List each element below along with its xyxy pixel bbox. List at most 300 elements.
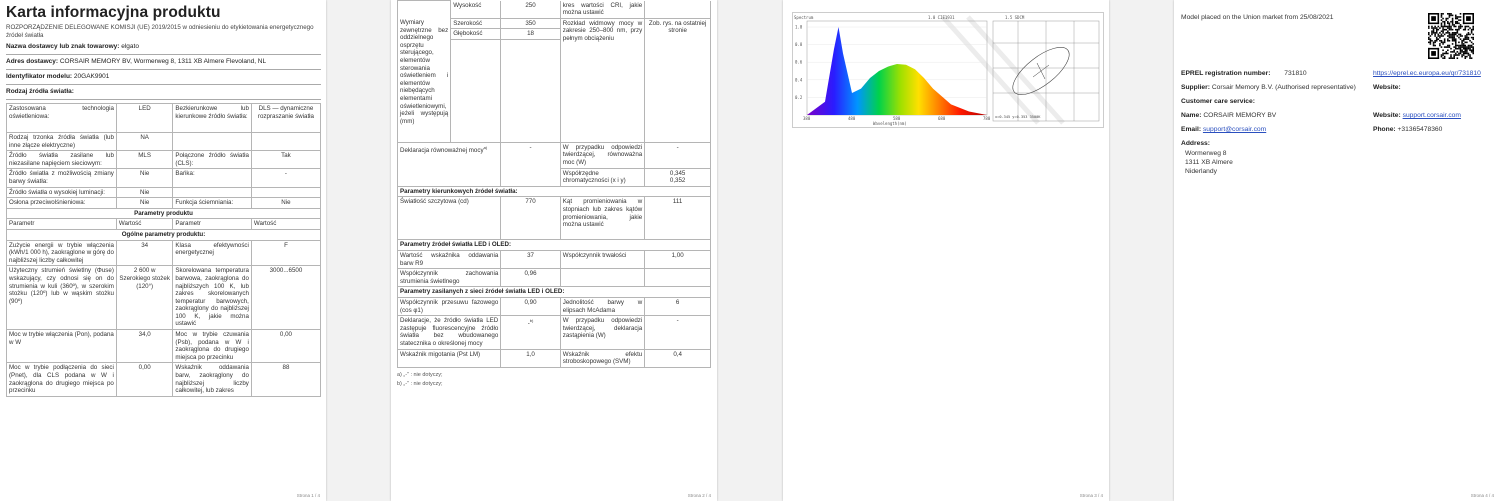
qr-module [1457, 29, 1459, 31]
qr-module [1457, 32, 1459, 34]
qr-module [1455, 18, 1457, 20]
qr-module [1441, 54, 1443, 56]
qr-module [1441, 56, 1443, 58]
qr-module [1457, 21, 1459, 23]
qr-module [1472, 27, 1474, 29]
qr-module [1450, 48, 1452, 50]
qr-module [1463, 13, 1465, 24]
qr-module [1453, 51, 1455, 53]
table-row: Wartość wskaźnika oddawania barw R9 37 Współczynnik trwałości 1,00 [398, 251, 711, 269]
qr-module [1463, 54, 1465, 56]
qr-module [1433, 27, 1435, 29]
qr-module [1442, 54, 1444, 56]
x-tick-label: 780 [983, 116, 991, 121]
qr-module [1441, 46, 1443, 48]
page-number: Strona 1 / 4 [296, 493, 320, 498]
qr-module [1472, 37, 1474, 39]
spectrum-figure [792, 12, 1104, 128]
qr-module [1469, 34, 1471, 36]
email-line: Email: support@corsair.com [1181, 126, 1267, 133]
footnotes: a) „-” : nie dotyczy; b) „-” : nie dotyczy; [397, 371, 443, 387]
qr-module [1464, 35, 1466, 37]
qr-module [1464, 37, 1466, 39]
qr-module [1439, 40, 1441, 42]
qr-module [1434, 32, 1436, 34]
qr-module [1464, 57, 1466, 59]
y-tick-label: 0.8 [795, 42, 803, 48]
qr-module [1450, 13, 1452, 15]
qr-module [1445, 32, 1447, 34]
qr-module [1452, 37, 1454, 39]
qr-module [1430, 42, 1432, 44]
qr-module [1431, 30, 1433, 32]
qr-module [1436, 38, 1438, 40]
qr-module [1438, 34, 1440, 36]
qr-module [1434, 42, 1436, 44]
qr-module [1450, 57, 1452, 59]
qr-module [1428, 38, 1430, 40]
qr-module [1457, 18, 1459, 20]
qr-module [1431, 32, 1433, 34]
qr-module [1458, 34, 1460, 36]
qr-module [1460, 34, 1462, 36]
type-line: Rodzaj źródła światła: [6, 85, 321, 100]
qr-module [1455, 40, 1457, 42]
qr-module [1449, 34, 1451, 36]
x-tick-label: 380 [803, 116, 811, 121]
qr-module [1447, 40, 1449, 42]
qr-module [1466, 16, 1471, 21]
qr-module [1438, 35, 1440, 37]
qr-module [1461, 45, 1463, 47]
qr-module [1449, 40, 1451, 42]
qr-module [1442, 35, 1444, 37]
care-website-link[interactable]: support.corsair.com [1402, 112, 1461, 119]
qr-module [1458, 29, 1460, 31]
qr-module [1447, 32, 1449, 34]
qr-module [1441, 24, 1443, 26]
qr-module [1453, 35, 1455, 37]
equiv-power-label: Deklaracja równoważnej mocy$^{a)}$ [398, 142, 501, 186]
qr-module [1445, 51, 1447, 53]
qr-module [1441, 35, 1443, 37]
eprel-link[interactable]: https://eprel.ec.europa.eu/qr/731810 [1373, 70, 1481, 77]
qr-module [1452, 57, 1454, 59]
qr-module [1428, 57, 1439, 59]
care-website-line: Website: support.corsair.com [1373, 112, 1461, 119]
qr-module [1469, 40, 1471, 42]
qr-module [1458, 23, 1460, 25]
qr-module [1441, 26, 1443, 28]
qr-module [1453, 26, 1455, 28]
chart-title: Spectrum [794, 15, 814, 20]
x-tick-label: 480 [848, 116, 856, 121]
qr-module [1433, 30, 1435, 32]
qr-module [1468, 37, 1470, 39]
qr-module [1457, 23, 1459, 25]
qr-module [1428, 42, 1430, 44]
table-row: Źródło światła o wysokiej luminacji: Nie [7, 187, 321, 198]
qr-module [1469, 45, 1471, 47]
page-2 [391, 0, 717, 501]
qr-module [1466, 38, 1468, 40]
qr-module [1436, 40, 1438, 42]
qr-module [1466, 35, 1468, 37]
qr-module [1471, 45, 1473, 47]
qr-module [1442, 43, 1444, 45]
qr-module [1472, 34, 1474, 36]
qr-module [1453, 38, 1455, 40]
qr-module [1460, 27, 1462, 29]
qr-module [1452, 51, 1454, 53]
qr-module [1468, 53, 1470, 55]
qr-module [1464, 53, 1466, 55]
qr-module [1472, 51, 1474, 53]
qr-module [1460, 26, 1462, 28]
qr-module [1434, 27, 1436, 29]
qr-module [1464, 38, 1466, 40]
table-row: Światłość szczytowa (cd) 770 Kąt promieniowania w stopniach lub zakres kątów promieniowania, jakie można ustawić 111 [398, 197, 711, 240]
qr-module [1453, 32, 1455, 34]
market-date: Model placed on the Union market from 25/08/2021 [1181, 14, 1334, 21]
qr-module [1438, 48, 1440, 59]
qr-module [1441, 19, 1443, 21]
spectrum-area [807, 27, 987, 115]
table-row: Moc w trybie włączenia (Pon), podana w W 34,0 Moc w trybie czuwania (Psb), podana w W i zaokrąglona do drugiego miejsca po przecinku 0,00 [7, 330, 321, 363]
qr-module [1449, 37, 1451, 39]
params-header: Parametry produktu [7, 208, 321, 219]
qr-module [1442, 42, 1444, 44]
x-axis-label: Wavelength(nm) [873, 121, 907, 126]
qr-module [1442, 57, 1444, 59]
qr-module [1469, 54, 1471, 56]
qr-module [1460, 19, 1462, 21]
qr-module [1441, 42, 1443, 44]
qr-module [1428, 48, 1439, 50]
qr-module [1469, 48, 1471, 50]
qr-module [1441, 30, 1443, 32]
qr-module [1472, 26, 1474, 28]
qr-module [1447, 49, 1449, 51]
qr-module [1457, 45, 1459, 47]
qr-module [1457, 57, 1459, 59]
qr-module [1457, 30, 1459, 32]
qr-module [1442, 26, 1444, 28]
qr-module [1457, 48, 1459, 50]
qr-module [1433, 32, 1435, 34]
qr-module [1441, 16, 1443, 18]
qr-module [1452, 18, 1454, 20]
qr-module [1452, 40, 1454, 42]
qr-module [1471, 32, 1473, 34]
table-row: Wskaźnik migotania (Pst LM) 1,0 Wskaźnik efektu stroboskopowego (SVM) 0,4 [398, 349, 711, 367]
qr-module [1444, 34, 1446, 36]
qr-module [1452, 35, 1454, 37]
qr-module [1469, 49, 1471, 51]
qr-module [1428, 13, 1430, 24]
qr-module [1458, 42, 1460, 44]
qr-module [1472, 38, 1474, 40]
qr-module [1444, 46, 1446, 48]
qr-module [1460, 16, 1462, 18]
qr-module [1460, 51, 1462, 53]
qr-module [1463, 53, 1465, 55]
qr-module [1463, 29, 1465, 31]
customer-care-heading: Customer care service: [1181, 98, 1255, 105]
qr-module [1431, 40, 1433, 42]
qr-module [1455, 15, 1457, 17]
qr-module [1464, 51, 1466, 53]
qr-module [1453, 37, 1455, 39]
qr-module [1455, 48, 1457, 50]
qr-module [1449, 13, 1451, 15]
regulation-subtitle: ROZPORZĄDZENIE DELEGOWANE KOMISJI (UE) 2019/2015 w odniesieniu do etykietowania energetycznego źródeł światła [6, 24, 314, 39]
qr-module [1450, 27, 1452, 29]
qr-module [1449, 57, 1451, 59]
qr-module [1472, 29, 1474, 31]
qr-module [1458, 45, 1460, 47]
qr-module [1447, 18, 1449, 20]
qr-module [1472, 53, 1474, 55]
qr-module [1472, 48, 1474, 50]
qr-module [1450, 35, 1452, 37]
table-row: Współrzędne chromatyczności (x i y) 0,345 0,352 [398, 168, 711, 186]
qr-module [1452, 24, 1454, 26]
qr-module [1458, 53, 1460, 55]
qr-module [1428, 34, 1430, 36]
qr-module [1468, 26, 1470, 28]
qr-module [1445, 18, 1447, 20]
qr-module [1468, 34, 1470, 36]
qr-module [1471, 46, 1473, 48]
qr-module [1472, 13, 1474, 24]
qr-module [1452, 32, 1454, 34]
ellipse-center-marker [1033, 63, 1049, 79]
table-row [7, 229, 321, 240]
qr-module [1433, 42, 1435, 44]
qr-module [1434, 45, 1436, 47]
qr-module [1431, 26, 1433, 28]
qr-module [1466, 34, 1468, 36]
qr-module [1447, 23, 1449, 25]
qr-module [1447, 13, 1449, 15]
qr-module [1463, 48, 1465, 50]
qr-module [1441, 13, 1443, 15]
qr-module [1458, 48, 1460, 50]
model-line: Identyfikator modelu: 20GAK9901 [6, 70, 321, 85]
qr-module [1468, 46, 1470, 48]
qr-module [1460, 53, 1462, 55]
qr-module [1464, 26, 1466, 28]
qr-module [1460, 48, 1462, 50]
supplier-line: Supplier: Corsair Memory B.V. (Authorised representative) [1181, 84, 1356, 91]
qr-module [1444, 38, 1446, 40]
qr-module [1431, 51, 1436, 56]
x-tick-label: 580 [893, 116, 901, 121]
qr-module [1449, 35, 1451, 37]
qr-module [1442, 32, 1444, 34]
table-row [7, 208, 321, 219]
eprel-line: EPREL registration number: 731810 [1181, 70, 1307, 77]
page-number: Strona 4 / 4 [1470, 493, 1494, 498]
qr-module [1464, 48, 1466, 50]
qr-module [1453, 54, 1455, 56]
table-row [398, 287, 711, 298]
qr-module [1458, 27, 1460, 29]
qr-module [1472, 43, 1474, 45]
qr-module [1453, 24, 1455, 26]
qr-module [1471, 37, 1473, 39]
qr-module [1455, 34, 1457, 36]
qr-module [1430, 40, 1432, 42]
qr-module [1471, 57, 1473, 59]
qr-module [1447, 35, 1449, 37]
qr-module [1449, 26, 1451, 28]
qr-module [1466, 49, 1468, 51]
qr-module [1463, 13, 1474, 15]
qr-module [1442, 27, 1444, 29]
qr-module [1455, 42, 1457, 44]
qr-module [1452, 15, 1454, 17]
qr-module [1468, 45, 1470, 47]
source-type-table [6, 103, 321, 397]
qr-module [1434, 35, 1436, 37]
qr-module [1436, 32, 1438, 34]
qr-module [1463, 43, 1465, 45]
page-title: Karta informacyjna produktu [6, 4, 221, 21]
qr-module [1458, 46, 1460, 48]
page-3 [783, 0, 1109, 501]
qr-module [1455, 26, 1457, 28]
qr-module [1442, 18, 1444, 20]
qr-module [1464, 27, 1466, 29]
qr-module [1464, 49, 1466, 51]
qr-module [1450, 56, 1452, 58]
qr-module [1439, 35, 1441, 37]
qr-module [1464, 56, 1466, 58]
qr-module [1449, 29, 1451, 31]
qr-module [1442, 30, 1444, 32]
qr-module [1447, 21, 1449, 23]
qr-module [1449, 24, 1451, 26]
table-row: Wymiary zewnętrzne bez oddzielnego osprzętu sterującego, elementów sterowania oświetleniem i elementów niebędących elementami oświetleniowymi, jeżeli występują (mm) Wysokość 250 kres wartości CRI, jakie można ustawić [398, 1, 711, 19]
qr-module [1472, 46, 1474, 48]
qr-module [1464, 45, 1466, 47]
qr-module [1450, 29, 1452, 31]
qr-module [1457, 16, 1459, 18]
qr-module [1466, 37, 1468, 39]
qr-module [1434, 34, 1436, 36]
qr-module [1439, 37, 1441, 39]
qr-module [1453, 49, 1455, 51]
qr-module [1455, 32, 1457, 34]
address-heading: Address: [1181, 140, 1210, 147]
x-tick-label: 680 [938, 116, 946, 121]
cie-title: 1.0 CIE1931 [928, 15, 955, 20]
table-row [398, 186, 711, 197]
qr-module [1464, 42, 1466, 44]
qr-module [1453, 46, 1455, 48]
qr-module [1436, 37, 1438, 39]
dimensions-table [397, 0, 711, 368]
qr-module [1458, 16, 1460, 18]
qr-module [1452, 38, 1454, 40]
ellipse-title: 1.5 SDCM [1005, 15, 1025, 20]
qr-module [1447, 38, 1449, 40]
qr-module [1453, 40, 1455, 42]
qr-module [1461, 40, 1463, 42]
qr-module [1463, 23, 1474, 25]
qr-module [1439, 32, 1441, 34]
page-1 [0, 0, 326, 501]
qr-module [1464, 29, 1466, 31]
qr-module [1455, 53, 1457, 55]
qr-module [1452, 29, 1454, 31]
y-tick-label: 0.2 [795, 94, 803, 100]
table-row: Osłona przeciwolśnieniowa: Nie Funkcja ściemniania: Nie [7, 198, 321, 209]
qr-module [1450, 54, 1452, 56]
qr-module [1450, 21, 1452, 23]
qr-module [1466, 42, 1468, 44]
qr-module [1449, 27, 1451, 29]
qr-module [1444, 40, 1446, 42]
qr-module [1460, 35, 1462, 37]
qr-module [1468, 38, 1470, 40]
qr-module [1463, 38, 1465, 40]
qr-module [1466, 46, 1468, 48]
qr-module [1442, 29, 1444, 31]
qr-module [1441, 15, 1443, 17]
qr-module [1452, 21, 1454, 23]
qr-module [1436, 29, 1438, 31]
qr-module [1449, 32, 1451, 34]
qr-module [1449, 16, 1451, 18]
qr-module [1471, 51, 1473, 53]
qr-module [1433, 43, 1435, 45]
qr-module [1466, 56, 1468, 58]
address-line: Adres dostawcy: CORSAIR MEMORY BV, Wormerweg 8, 1311 XB Almere Flevoland, NL [6, 55, 321, 70]
qr-module [1457, 35, 1459, 37]
qr-module [1453, 57, 1455, 59]
address-block: Wormerweg 8 1311 XB Almere Niderlandy [1185, 150, 1233, 175]
qr-module [1444, 53, 1446, 55]
qr-module [1453, 56, 1455, 58]
qr-module [1450, 37, 1452, 39]
qr-module [1466, 51, 1468, 53]
qr-module [1438, 26, 1440, 28]
email-link[interactable]: support@corsair.com [1202, 126, 1267, 133]
qr-module [1441, 34, 1443, 36]
qr-module [1469, 27, 1471, 29]
qr-module [1436, 27, 1438, 29]
qr-module [1444, 21, 1446, 23]
qr-module [1441, 23, 1443, 25]
qr-module [1468, 29, 1470, 31]
qr-code-icon[interactable] [1428, 13, 1474, 59]
qr-module [1450, 34, 1452, 36]
mains-header: Parametry zasilanych z sieci źródeł światła LED i OLED: [398, 287, 711, 298]
table-row: Użyteczny strumień świetlny (Φuse) wskazujący, czy odnosi się on do strumienia w kuli (360º), w szerokim stożku (120º) lub w wąskim stożku (90º) 2 600 w Szerokiego stożek (120°) Skorelowana temperatura barwowa, zaokrąglona do najbliższych 100 K, lub zakres skorelowanych temperatur barwowych, zaokrąglony do najbliższej 100 K, jakie można ustawić 3000...6500 [7, 266, 321, 330]
qr-module [1449, 46, 1451, 48]
qr-module [1458, 19, 1460, 21]
qr-module [1442, 49, 1444, 51]
qr-module [1452, 19, 1454, 21]
qr-module [1461, 42, 1463, 44]
qr-module [1434, 40, 1436, 42]
qr-module [1445, 26, 1447, 28]
qr-module [1430, 35, 1432, 37]
qr-module [1441, 40, 1443, 42]
